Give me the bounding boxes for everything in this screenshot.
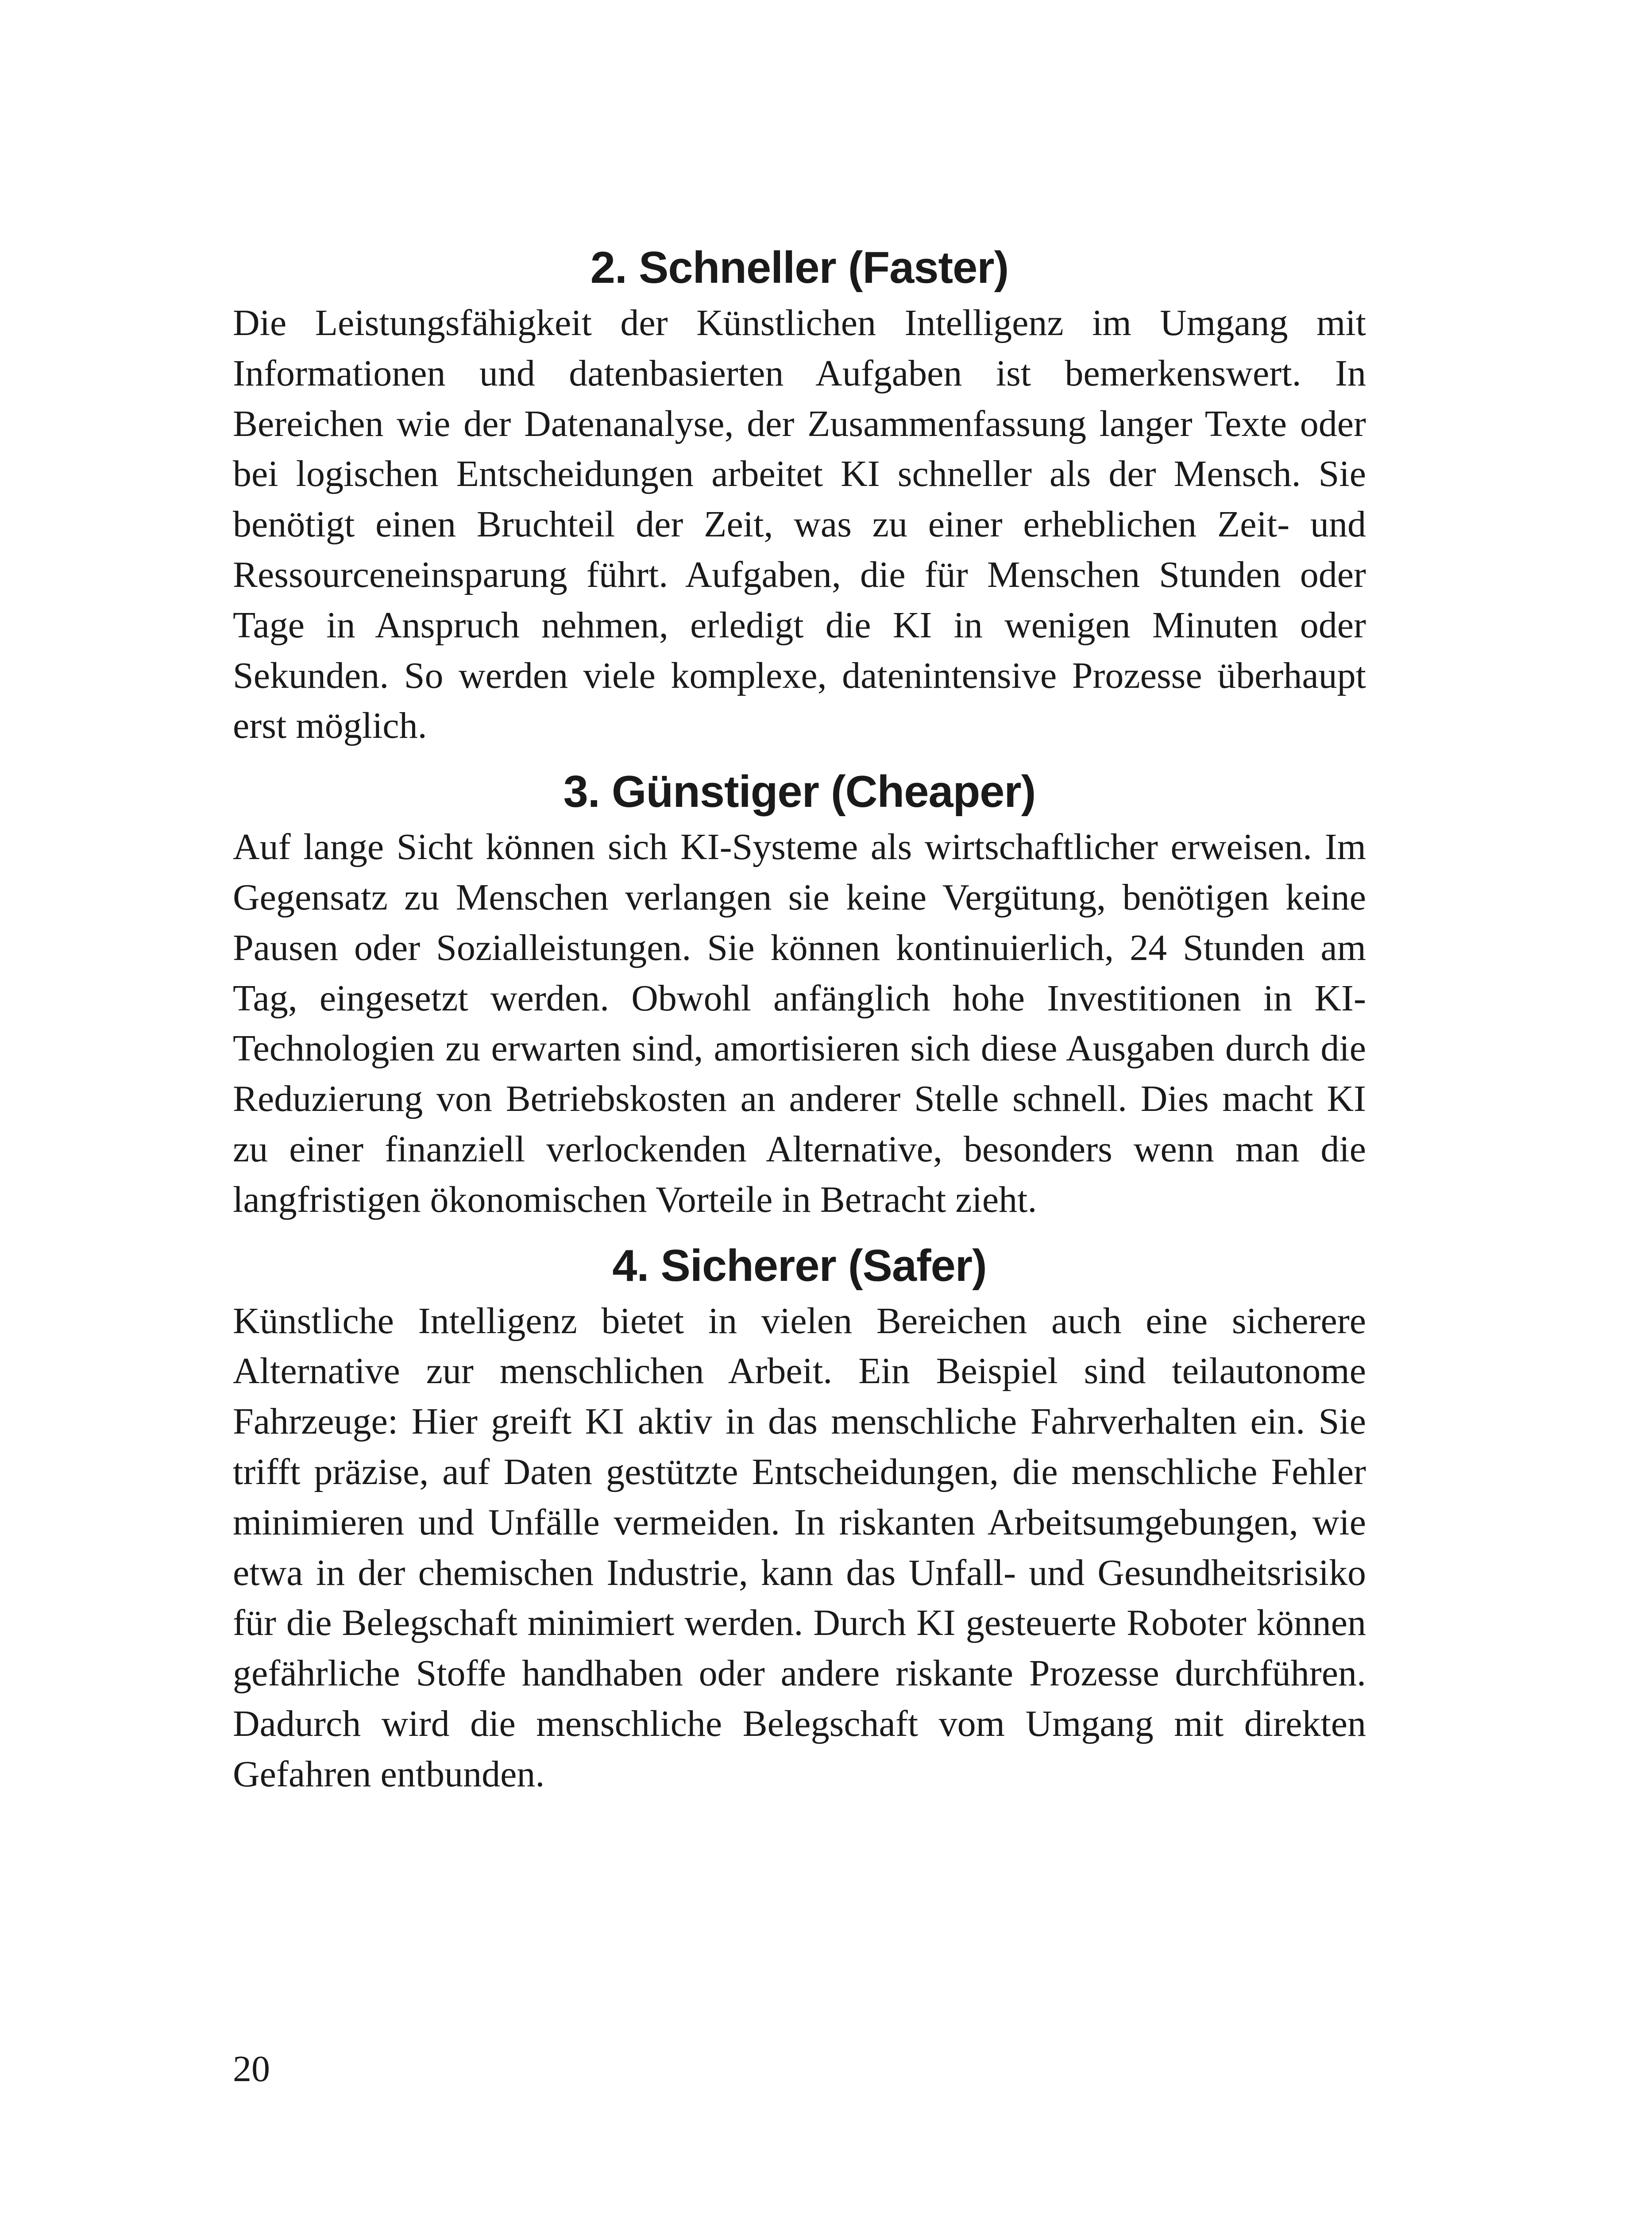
section-heading: 2. Schneller (Faster) xyxy=(590,243,1009,293)
page-number: 20 xyxy=(233,2048,270,2090)
section-heading: 4. Sicherer (Safer) xyxy=(612,1241,987,1291)
section-paragraph: Die Leistungsfähigkeit der Künstlichen Intelligenz im Umgang mit Informationen und datenbasierten Aufgaben ist bemerkenswert. In Bereichen wie der Datenanalyse, der Zusammenfassung langer Texte oder bei logischen Entscheidungen arbeitet KI schneller als der Mensch. Sie benötigt einen Bruchteil der Zeit, was zu einer erheblichen Zeit- und Ressourceneinsparung führt. Aufgaben, die für Menschen Stunden oder Tage in Anspruch nehmen, erledigt die KI in wenigen Minuten oder Sekunden. So werden viele komplexe, datenintensive Prozesse überhaupt erst möglich. xyxy=(233,302,1366,747)
section-faster xyxy=(233,241,1366,751)
page-content xyxy=(233,241,1366,1800)
section-paragraph: Auf lange Sicht können sich KI-Systeme als wirtschaftlicher erweisen. Im Gegensatz zu Menschen verlangen sie keine Vergütung, benötigen keine Pausen oder Sozialleistungen. Sie können kontinuierlich, 24 Stunden am Tag, eingesetzt werden. Obwohl anfänglich hohe Investitionen in KI-Technologien zu erwarten sind, amortisieren sich diese Ausgaben durch die Reduzierung von Betriebskosten an anderer Stelle schnell. Dies macht KI zu einer finanziell verlockenden Alternative, besonders wenn man die langfristigen ökonomischen Vorteile in Betracht zieht. xyxy=(233,826,1366,1220)
section-paragraph: Künstliche Intelligenz bietet in vielen Bereichen auch eine sicherere Alternative zur menschlichen Arbeit. Ein Beispiel sind teilautonome Fahrzeuge: Hier greift KI aktiv in das menschliche Fahrverhalten ein. Sie trifft präzise, auf Daten gestützte Entscheidungen, die menschliche Fehler minimieren und Unfälle vermeiden. In riskanten Arbeitsumgebungen, wie etwa in der chemischen Industrie, kann das Unfall- und Gesundheitsrisiko für die Belegschaft minimiert werden. Durch KI gesteuerte Roboter können gefährliche Stoffe handhaben oder andere riskante Prozesse durchführen. Dadurch wird die menschliche Belegschaft vom Umgang mit direkten Gefahren entbunden. xyxy=(233,1300,1366,1795)
section-safer xyxy=(233,1239,1366,1800)
section-cheaper xyxy=(233,765,1366,1225)
section-heading: 3. Günstiger (Cheaper) xyxy=(563,767,1036,817)
